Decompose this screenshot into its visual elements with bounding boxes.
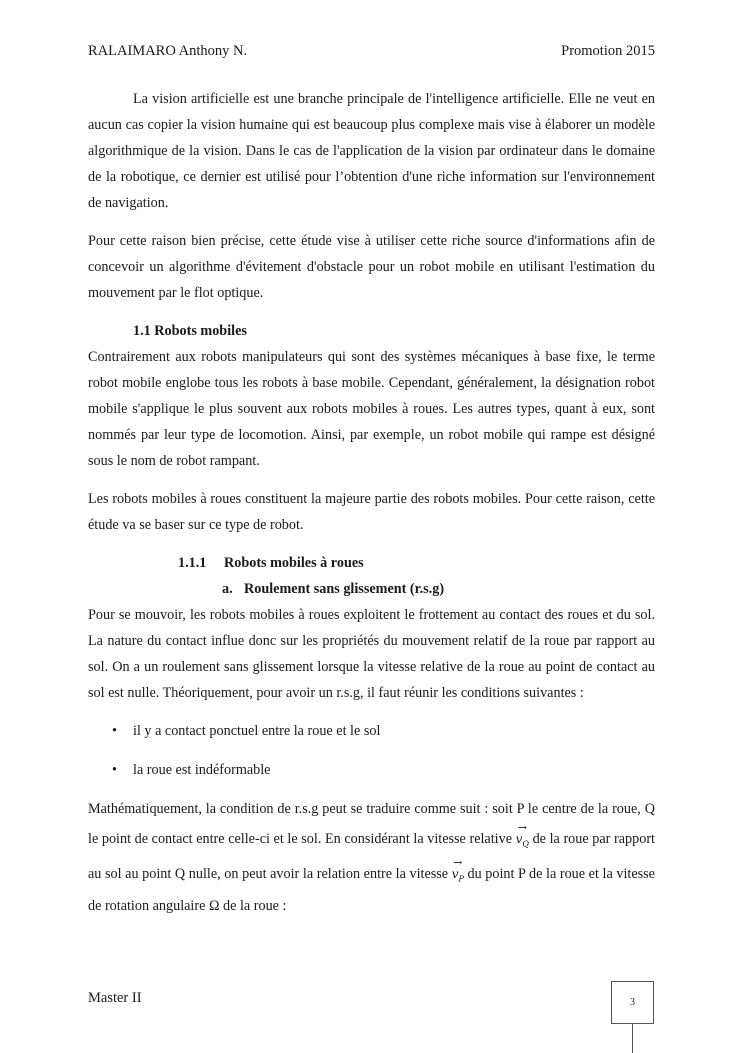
bullet-icon: • xyxy=(112,762,117,778)
page-number-box xyxy=(611,981,654,1024)
section-heading-1-1: 1.1 Robots mobiles xyxy=(133,323,247,339)
page-number: 3 xyxy=(630,997,635,1008)
list-item-text: la roue est indéformable xyxy=(133,762,271,778)
subsection-number: 1.1.1 xyxy=(178,555,207,571)
list-item xyxy=(88,757,655,783)
subsection-title: Robots mobiles à roues xyxy=(224,555,364,571)
bullet-icon: • xyxy=(112,723,117,739)
page-body xyxy=(88,86,655,931)
list-item xyxy=(88,718,655,744)
page-number-divider xyxy=(632,1024,633,1053)
paragraph-purpose: Pour cette raison bien précise, cette étude vise à utiliser cette riche source d'informations afin de concevoir un algorithme d'évitement d'obstacle pour un robot mobile en utilisant l'estimation du mouvement par le flot optique. xyxy=(88,233,655,301)
subsubsection-title: Roulement sans glissement (r.s.g) xyxy=(244,581,445,597)
paragraph-mobile-robots: Contrairement aux robots manipulateurs qui sont des systèmes mécaniques à base fixe, le terme robot mobile englobe tous les robots à base mobile. Cependant, généralement, la désignation robot mobile s'applique le plus souvent aux robots mobiles à roues. Les autres types, quant à eux, sont nommés par leur type de locomotion. Ainsi, par exemple, un robot mobile qui rampe est désigné sous le nom de robot rampant. xyxy=(88,349,655,469)
vector-vp: → $v_P$ xyxy=(452,857,464,892)
footer-level: Master II xyxy=(88,990,142,1006)
subsection-heading-1-1-1 xyxy=(178,550,655,576)
subsubsection-heading-a xyxy=(222,576,655,602)
paragraph-math-condition: Mathématiquement, la condition de r.s.g peut se traduire comme suit : soit P le centre de la roue, Q le point de contact entre celle-ci et le sol. En considérant la vitesse relative → $v_Q$ de la roue par rapport au sol au point Q nulle, on peut avoir la relation entre la vitesse → $v_P$ du point P de la roue et la vitesse de rotation angulaire Ω de la roue : xyxy=(88,796,655,919)
conditions-list xyxy=(88,718,655,783)
paragraph-intro: La vision artificielle est une branche principale de l'intelligence artificielle. Elle ne veut en aucun cas copier la vision humaine qui est beaucoup plus complexe mais vise à élaborer un modèle algorithmique de la vision. Dans le cas de l'application de la vision par ordinateur dans le domaine de la robotique, ce dernier est utilisé pour l’obtention d'une riche information sur l'environnement de navigation. xyxy=(88,91,655,211)
list-item-text: il y a contact ponctuel entre la roue et le sol xyxy=(133,723,381,739)
subsubsection-letter: a. xyxy=(222,581,233,597)
paragraph-rsg: Pour se mouvoir, les robots mobiles à roues exploitent le frottement au contact des roues et du sol. La nature du contact influe donc sur les propriétés du mouvement relatif de la roue par rapport au sol. On a un roulement sans glissement lorsque la vitesse relative de la roue au point de contact au sol est nulle. Théoriquement, pour avoir un r.s.g, il faut réunir les conditions suivantes : xyxy=(88,607,655,701)
header-author: RALAIMARO Anthony N. xyxy=(88,43,248,59)
vector-vq: → $v_Q$ xyxy=(516,822,529,857)
header-promotion: Promotion 2015 xyxy=(561,43,655,59)
paragraph-wheeled-robots: Les robots mobiles à roues constituent la majeure partie des robots mobiles. Pour cette raison, cette étude va se baser sur ce type de robot. xyxy=(88,491,655,533)
